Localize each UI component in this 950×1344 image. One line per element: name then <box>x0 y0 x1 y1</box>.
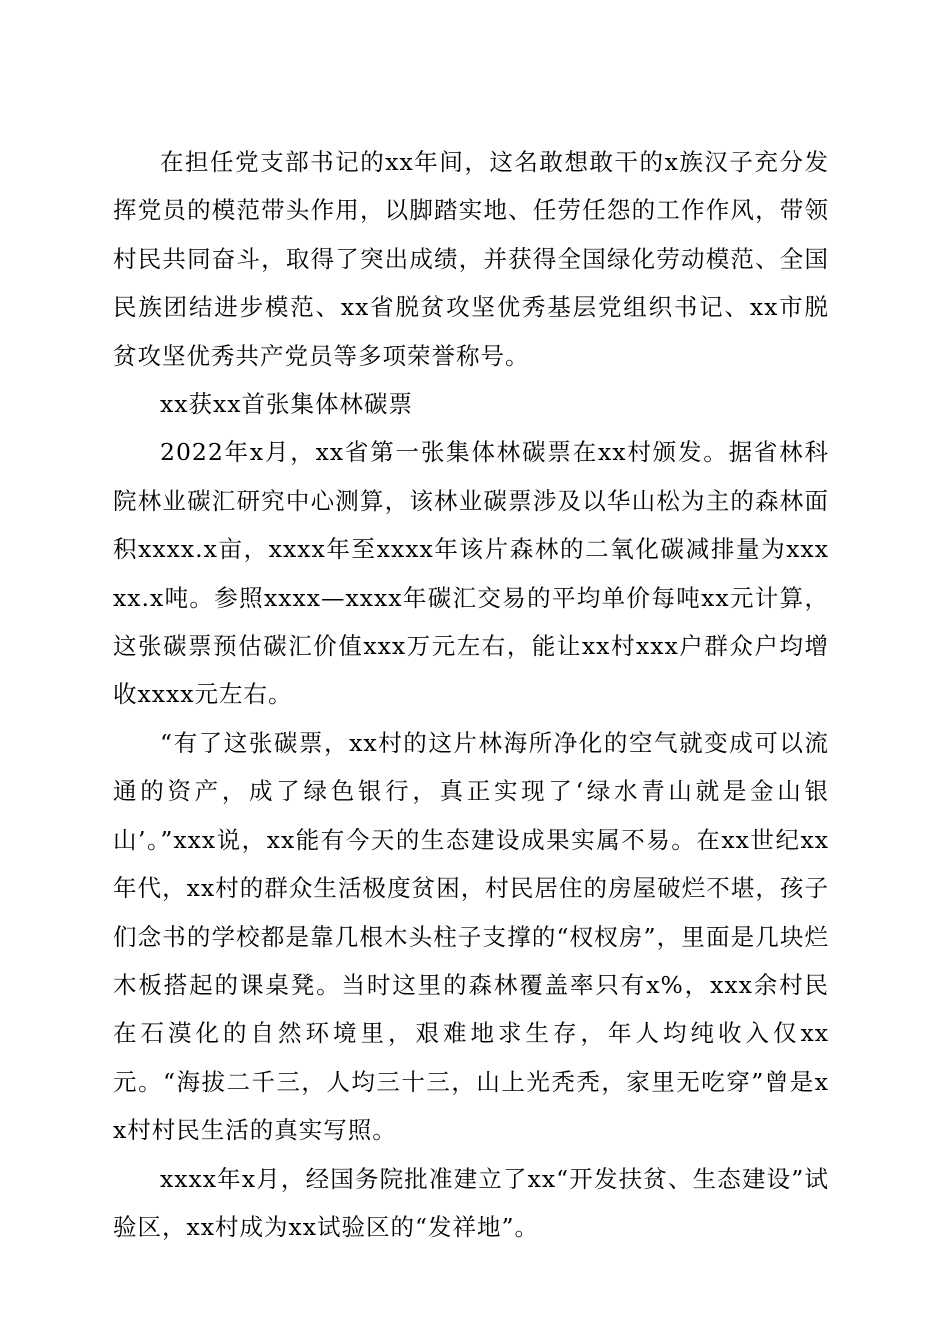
section-subheading: xx获xx首张集体林碳票 <box>160 390 414 419</box>
paragraph-honors: 在担任党支部书记的xx年间，这名敢想敢干的x族汉子充分发挥党员的模范带头作用，以脚踏实地、任劳任怨的工作作风，带领村民共同奋斗，取得了突出成绩，并获得全国绿化劳动模范、全国民族团结进步模范、xx省脱贫攻坚优秀基层党组织书记、xx市脱贫攻坚优秀共产党员等多项荣誉称号。 <box>113 148 829 370</box>
paragraph-history: “有了这张碳票，xx村的这片林海所净化的空气就变成可以流通的资产，成了绿色银行，真正实现了‘绿水青山就是金山银山’。”xxx说，xx能有今天的生态建设成果实属不易。在xx世纪xx年代，xx村的群众生活极度贫困，村民居住的房屋破烂不堪，孩子们念书的学校都是靠几根木头柱子支撑的“杈杈房”，里面是几块烂木板搭起的课桌凳。当时这里的森林覆盖率只有x%，xxx余村民在石漠化的自然环境里，艰难地求生存，年人均纯收入仅xx元。“海拔二千三，人均三十三，山上光秃秃，家里无吃穿”曾是xx村村民生活的真实写照。 <box>113 728 829 1145</box>
paragraph-pilot-zone: xxxx年x月，经国务院批准建立了xx“开发扶贫、生态建设”试验区，xx村成为xx试验区的“发祥地”。 <box>113 1164 829 1241</box>
paragraph-carbon-ticket: 2022年x月，xx省第一张集体林碳票在xx村颁发。据省林科院林业碳汇研究中心测算，该林业碳票涉及以华山松为主的森林面积xxxx.x亩，xxxx年至xxxx年该片森林的二氧化碳减排量为xxxxx.x吨。参照xxxx—xxxx年碳汇交易的平均单价每吨xx元计算，这张碳票预估碳汇价值xxx万元左右，能让xx村xxx户群众户均增收xxxx元左右。 <box>113 438 829 709</box>
document-body <box>113 138 829 1251</box>
